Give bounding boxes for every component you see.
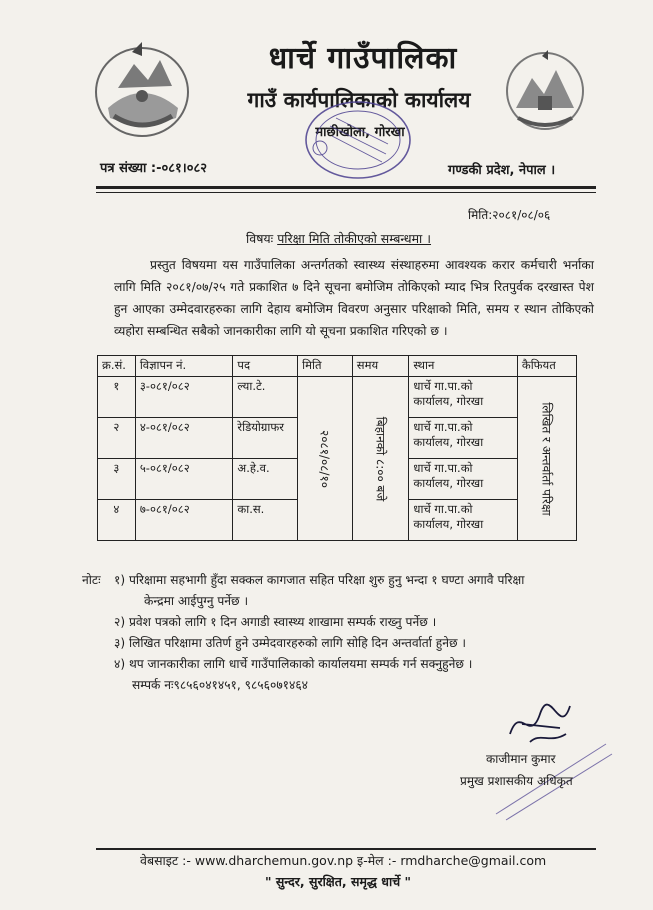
note-item — [114, 591, 604, 612]
exam-schedule-table — [97, 355, 577, 541]
col-header-sn: क्र.सं. — [98, 356, 136, 377]
footer-contact: वेबसाइट :- www.dharchemun.gov.np इ-मेल :- rmdharche@gmail.com — [140, 853, 547, 868]
nepal-emblem-icon — [88, 38, 196, 142]
cell-sn: ४ — [98, 500, 136, 541]
remark-text: लिखित र अन्तर्वार्ता परिक्षा — [539, 401, 554, 516]
table-header-row — [98, 356, 577, 377]
page-title: धार्चे गाउँपालिका — [268, 41, 458, 76]
note-item — [114, 612, 604, 633]
notes-label: नोटः — [82, 573, 101, 587]
cell-exam-date — [298, 377, 353, 541]
cell-exam-time — [352, 377, 409, 541]
footer-motto: " सुन्दर, सुरक्षित, समृद्ध धार्चे " — [264, 874, 411, 889]
cell-ad: ७-०८१/०८२ — [135, 500, 233, 541]
note-text: केन्द्रमा आईपुग्नु पर्नेछ । — [144, 594, 249, 608]
note-text: ३) लिखित परिक्षामा उतिर्ण हुने उम्मेदवारहरुको लागि सोहि दिन अन्तर्वार्ता हुनेछ । — [114, 636, 467, 650]
col-header-time: समय — [352, 356, 409, 377]
footer-divider — [96, 848, 596, 850]
table-row — [98, 377, 577, 418]
notes-section — [82, 570, 604, 696]
col-header-ad: विज्ञापन नं. — [135, 356, 233, 377]
subject-prefix: विषयः — [246, 231, 274, 246]
office-stamp-icon — [296, 96, 414, 182]
cell-ad: ३-०८१/०८२ — [135, 377, 233, 418]
signer-title: प्रमुख प्रशासकीय अधिकृत — [460, 774, 573, 788]
exam-date-text: २०८१/०८/१० — [317, 429, 332, 488]
province-label: गण्डकी प्रदेश, नेपाल । — [448, 163, 556, 178]
cell-place: धार्चे गा.पा.को कार्यालय, गोरखा — [409, 377, 517, 418]
cell-post: का.स. — [233, 500, 298, 541]
note-item — [114, 633, 604, 654]
letter-subject — [246, 230, 431, 247]
cell-remark — [517, 377, 576, 541]
cell-sn: २ — [98, 418, 136, 459]
exam-time-text: बिहानको ८:०० बजे — [373, 416, 388, 501]
col-header-remark: कैफियत — [517, 356, 576, 377]
cell-post: ल्या.टे. — [233, 377, 298, 418]
cell-ad: ४-०८१/०८२ — [135, 418, 233, 459]
note-text: २) प्रवेश पत्रको लागि १ दिन अगाडी स्वास्थ्य शाखामा सम्पर्क राख्नु पर्नेछ । — [114, 615, 437, 629]
office-place: माछीखोला, गोरखा — [315, 125, 405, 140]
cell-post: रेडियोग्राफर — [233, 418, 298, 459]
contact-numbers: सम्पर्क नः९८५६०४१४५१, ९८५६०७१४६४ — [132, 678, 309, 692]
cell-ad: ५-०८१/०८२ — [135, 459, 233, 500]
letter-date: मिति:२०८१/०८/०६ — [468, 208, 551, 222]
note-item — [82, 570, 604, 591]
cell-post: अ.हे.व. — [233, 459, 298, 500]
note-text: ४) थप जानकारीका लागि धार्चे गाउँपालिकाको कार्यालयमा सम्पर्क गर्न सक्नुहुनेछ । — [114, 657, 473, 671]
col-header-date: मिति — [298, 356, 353, 377]
municipality-logo-icon — [502, 48, 588, 138]
letter-body-text: प्रस्तुत विषयमा यस गाउँपालिका अन्तर्गतको स्वास्थ्य संस्थाहरुमा आवश्यक करार कर्मचारी भर्नाका लागि मिति २०८१/०७/२५ गते प्रकाशित ७ दिने सूचना बमोजिम तोकिएको म्याद भित्र रितपुर्वक दरखास्त पेश हुन आएका उम्मेदवारहरुका लागि देहाय बमोजिम विवरण अनुसार परिक्षाको मिति, समय र स्थान तोकिएको व्यहोरा सम्बन्धित सबैको जानकारीका लागि यो सूचना प्रकाशित गरिएको छ । — [114, 258, 594, 338]
signer-name: काजीमान कुमार — [486, 752, 556, 766]
cell-sn: १ — [98, 377, 136, 418]
letter-body — [114, 254, 594, 342]
reference-number: पत्र संख्या :-०८१।०८२ — [100, 161, 207, 176]
note-item — [114, 654, 604, 675]
note-text: १) परिक्षामा सहभागी हुँदा सक्कल कागजात सहित परिक्षा शुरु हुनु भन्दा १ घण्टा अगावै परिक्षा — [114, 573, 525, 587]
cell-place: धार्चे गा.पा.को कार्यालय, गोरखा — [409, 418, 517, 459]
cell-place: धार्चे गा.पा.को कार्यालय, गोरखा — [409, 500, 517, 541]
header-divider — [96, 186, 596, 189]
col-header-place: स्थान — [409, 356, 517, 377]
subject-text: परिक्षा मिति तोकीएको सम्बन्धमा । — [277, 231, 432, 246]
cell-sn: ३ — [98, 459, 136, 500]
header-divider-thin — [96, 192, 596, 193]
cell-place: धार्चे गा.पा.को कार्यालय, गोरखा — [409, 459, 517, 500]
col-header-post: पद — [233, 356, 298, 377]
office-subtitle: गाउँ कार्यपालिकाको कार्यालय — [247, 88, 471, 112]
